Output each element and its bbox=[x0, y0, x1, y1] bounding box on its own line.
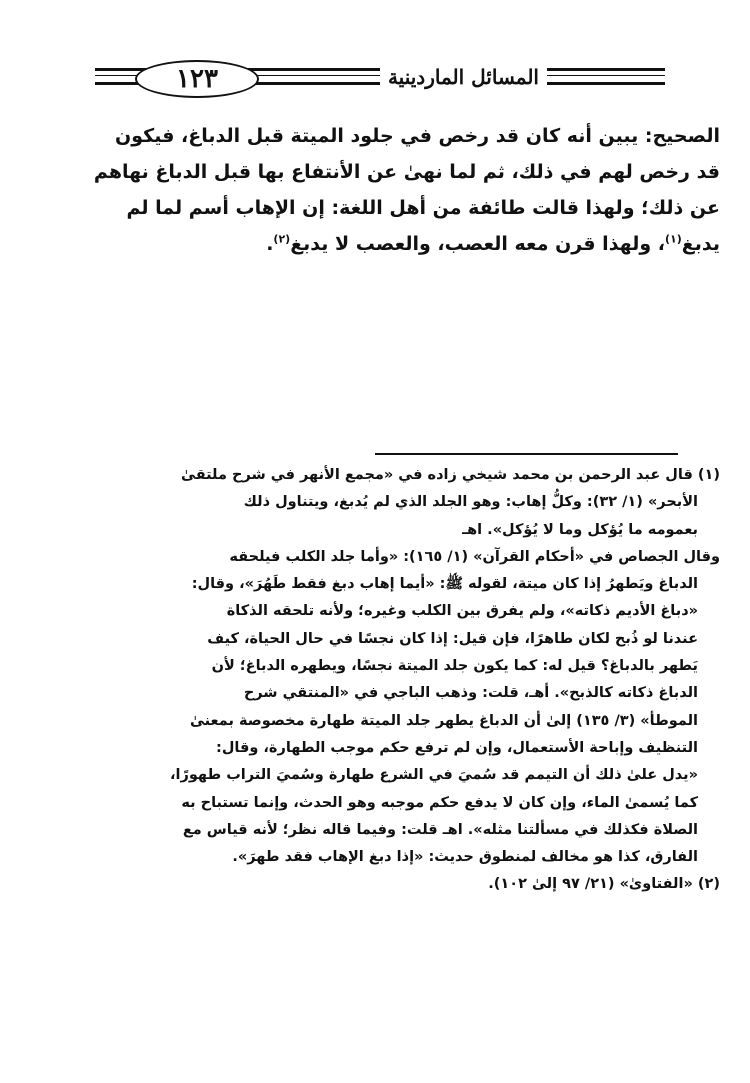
footnote-line: الفارق، كذا هو مخالف لمنطوق حديث: «إذا دبغ الإهاب فقد طهرَ». bbox=[232, 849, 698, 866]
footnote-line: الأبحر» (١/ ٣٢): وكلُّ إهاب: وهو الجلد الذي لم يُدبغ، ويتناول ذلك bbox=[243, 494, 698, 511]
footnotes bbox=[90, 462, 720, 899]
footnote-line: كما يُسمىٰ الماء، وإن كان لا يدفع حكم موجبه وهو الحدث، وإنما تستباح به bbox=[181, 794, 698, 811]
page-number: ١٢٣ bbox=[135, 60, 259, 98]
main-line: الصحيح: يبين أنه كان قد رخص في جلود الميتة قبل الدباغ، فيكون bbox=[115, 125, 720, 147]
footnote-line: التنظيف وإباحة الأستعمال، وإن لم ترفع حكم موجب الطهارة، وقال: bbox=[216, 739, 698, 756]
main-line: قد رخص لهم في ذلك، ثم لما نهىٰ عن الأنتفاع بها قبل الدباغ نهاهم bbox=[93, 161, 720, 183]
page-header bbox=[95, 60, 665, 96]
main-text-segment: . bbox=[266, 233, 274, 255]
footnote-line: وقال الجصاص في «أحكام القرآن» (١/ ١٦٥): «وأما جلد الكلب فيلحقه bbox=[229, 548, 720, 565]
footnote-line: الموطأ» (٣/ ١٣٥) إلىٰ أن الدباغ يطهر جلد الميتة طهارة مخصوصة بمعنىٰ bbox=[189, 712, 698, 729]
main-text bbox=[88, 118, 720, 262]
main-line bbox=[88, 226, 720, 262]
footnote-line: بعمومه ما يُؤكل وما لا يُؤكل». اهـ bbox=[462, 521, 698, 538]
main-line: عن ذلك؛ ولهذا قالت طائفة من أهل اللغة: إن الإهاب أسم لما لم bbox=[126, 197, 720, 219]
footnote-line: «يدل علىٰ ذلك أن التيمم قد سُميَ في الشرع طهارة وسُميَ التراب طهورًا، bbox=[170, 767, 698, 784]
main-text-segment: ، ولهذا قرن معه العصب، والعصب لا يدبغ bbox=[290, 233, 665, 255]
footnote-2: (٢) «الفتاوىٰ» (٢١/ ٩٧ إلىٰ ١٠٢). bbox=[488, 876, 720, 893]
main-text-segment: يدبغ bbox=[681, 233, 720, 255]
footnote-line: الدباغ ويَطهرُ إذا كان ميتة، لقوله ﷺ: «أيما إهاب دبغ فقط طَهُرَ»، وقال: bbox=[191, 576, 698, 593]
footnote-ref-2[interactable]: (٢) bbox=[273, 232, 291, 246]
footnote-line: الصلاة فكذلك في مسألتنا مثله». اهـ قلت: وفيما قاله نظر؛ لأنه قياس مع bbox=[182, 821, 698, 838]
footnote-line: (١) قال عبد الرحمن بن محمد شيخي زاده في «مجمع الأنهر في شرح ملتقىٰ bbox=[181, 467, 720, 483]
footnote-line: يَطهر بالدباغ؟ قيل له: كما يكون جلد الميتة نجسًا، ويطهره الدباغ؛ لأن bbox=[211, 658, 698, 675]
footnote-ref-1[interactable]: (١) bbox=[664, 232, 682, 246]
running-title: المسائل الماردينية bbox=[380, 62, 547, 92]
footnote-separator bbox=[375, 453, 678, 455]
footnote-line: «دباغ الأديم ذكاته»، ولم يفرق بين الكلب وغيره؛ ولأنه تلحقه الذكاة bbox=[226, 603, 698, 620]
footnote-line: عندنا لو ذُبح لكان طاهرًا، فإن قيل: إذا كان نجسًا في حال الحياة، كيف bbox=[207, 630, 698, 647]
footnote-line: الدباغ ذكاته كالذبح». أهـ، قلت: وذهب الباجي في «المنتقي شرح bbox=[243, 685, 698, 702]
